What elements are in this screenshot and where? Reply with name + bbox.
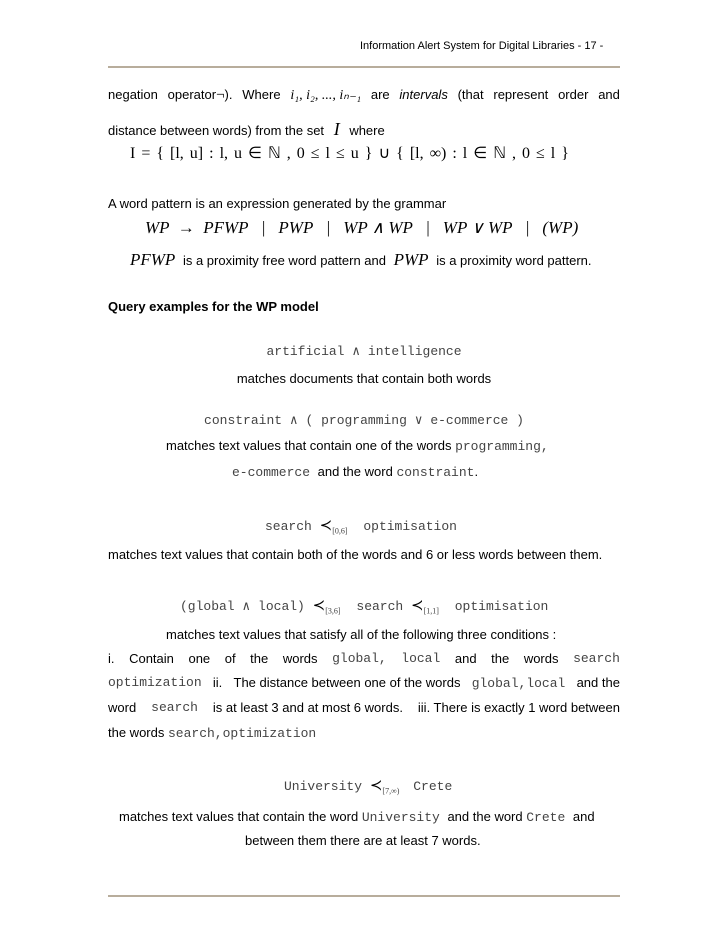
term: search	[265, 519, 312, 534]
example-1-query: artificial ∧ intelligence	[266, 344, 462, 359]
example-4-query	[180, 596, 548, 616]
footer-rule	[108, 895, 620, 897]
examples-heading: Query examples for the WP model	[108, 299, 319, 314]
negation-symbol: ¬	[216, 87, 225, 103]
term: Crete	[526, 810, 566, 825]
text-word: word	[108, 700, 137, 715]
intro-word: operator	[167, 87, 217, 102]
intro-word: (that	[457, 87, 484, 102]
term: optimization	[108, 675, 202, 690]
description-text: and the	[576, 675, 620, 690]
text-word: the	[250, 651, 269, 666]
set-symbol: I	[333, 119, 340, 139]
example-3-query	[265, 516, 457, 536]
term: local	[526, 676, 566, 691]
precedes-operator: ≺	[411, 598, 424, 614]
example-2-description-line-1	[166, 438, 549, 454]
example-5-description-line-2: between them there are at least 7 words.	[245, 833, 481, 848]
intro-line-2	[108, 119, 385, 140]
text-word: the	[491, 651, 510, 666]
description-text: iii. There is exactly 1 word between	[417, 700, 620, 715]
description-text: matches text values that contain the word	[119, 809, 359, 824]
precedes-operator: ≺	[319, 518, 333, 534]
grammar-intro: A word pattern is an expression generated by the grammar	[108, 196, 447, 211]
example-2-query: constraint ∧ ( programming ∨ e-commerce )	[204, 413, 524, 428]
term: constraint	[396, 465, 475, 480]
text-word: i.	[108, 651, 115, 666]
text-word: words	[523, 651, 559, 666]
precedes-operator: ≺	[369, 778, 383, 794]
text-word: words	[282, 651, 318, 666]
term: local	[401, 651, 441, 666]
intro-word: ).	[224, 87, 233, 102]
pfwp-description: is a proximity free word pattern and	[182, 253, 386, 268]
intro-word: Where	[242, 87, 281, 102]
interval-subscript: [7,∞)	[382, 786, 400, 796]
interval-subscript: [0,6]	[332, 526, 348, 536]
example-1-description: matches documents that contain both words	[236, 371, 492, 386]
term: search	[151, 700, 198, 715]
intro-word: negation	[108, 87, 158, 102]
intro-word: order	[558, 87, 589, 102]
example-4-description: matches text values that satisfy all of the following three conditions :	[166, 627, 557, 642]
text-word: and	[454, 651, 477, 666]
term: search	[573, 651, 620, 666]
description-text: and the word	[317, 464, 393, 479]
header-rule	[108, 66, 620, 68]
example-4-line-3	[108, 700, 620, 715]
running-header: Information Alert System for Digital Libraries - 17 -	[360, 40, 604, 52]
description-text: and	[572, 809, 595, 824]
example-3-description: matches text values that contain both of the words and 6 or less words between them.	[108, 547, 603, 562]
intro-text: where	[349, 123, 385, 138]
intro-word: represent	[493, 87, 549, 102]
description-text: The distance between one of the words	[233, 675, 461, 690]
term: optimisation	[363, 519, 457, 534]
example-4-line-2	[108, 675, 620, 691]
text-word: Contain	[129, 651, 174, 666]
example-4-line-1	[108, 651, 620, 666]
term: University	[284, 779, 363, 794]
term: (global ∧ local)	[180, 599, 305, 614]
intro-line-1	[108, 87, 620, 104]
term: global,	[332, 651, 387, 666]
grammar-description	[130, 250, 592, 270]
pfwp-symbol: PFWP	[130, 250, 176, 269]
interval-subscript: [1,1]	[423, 606, 439, 616]
pwp-description: is a proximity word pattern.	[436, 253, 592, 268]
term: search	[356, 599, 404, 614]
example-5-query	[284, 776, 452, 796]
interval-subscript: [3,6]	[325, 606, 341, 616]
example-5-description-line-1	[119, 809, 595, 825]
term: search,	[168, 726, 223, 741]
term: optimization	[222, 726, 317, 741]
term: e-commerce	[232, 465, 311, 480]
intro-word: intervals	[399, 87, 448, 102]
description-text: .	[474, 464, 479, 479]
term: University	[361, 810, 440, 825]
intro-word: and	[598, 87, 620, 102]
term: programming,	[455, 439, 549, 454]
precedes-operator: ≺	[312, 598, 326, 614]
term: Crete	[413, 779, 453, 794]
grammar-rule: WP → PFWP | PWP | WP ∧ WP | WP ∨ WP | (WP)	[145, 218, 579, 237]
text-word: of	[224, 651, 236, 666]
term: global,	[471, 676, 527, 691]
text-word: one	[188, 651, 211, 666]
term: optimisation	[454, 599, 549, 614]
pwp-symbol: PWP	[393, 250, 429, 269]
intro-word: are	[370, 87, 390, 102]
description-text: matches text values that contain one of the words	[166, 438, 452, 453]
set-definition-formula: I = { [l, u] : l, u ∈ ℕ , 0 ≤ l ≤ u } ∪ { [l, ∞) : l ∈ ℕ , 0 ≤ l }	[130, 145, 569, 162]
text-word: ii.	[212, 675, 223, 690]
description-text: and the word	[447, 809, 523, 824]
description-text: the words	[108, 725, 165, 740]
example-4-line-4	[108, 725, 316, 741]
intervals-formula: i₁, i₂, ..., iₙ₋₁	[290, 88, 362, 103]
intro-text: distance between words) from the set	[108, 123, 325, 138]
example-2-description-line-2	[232, 464, 478, 480]
description-text: is at least 3 and at most 6 words.	[212, 700, 403, 715]
